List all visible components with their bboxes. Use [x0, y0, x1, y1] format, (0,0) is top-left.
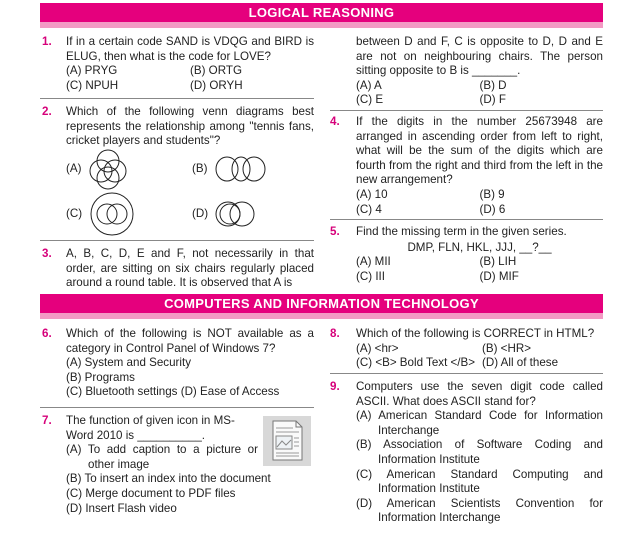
- divider: [40, 407, 314, 408]
- section-header-logical-reasoning: LOGICAL REASONING: [40, 3, 603, 22]
- venn-diagram-c: [88, 192, 136, 236]
- venn-diagram-b: [214, 155, 268, 183]
- question-number: 8.: [330, 327, 340, 340]
- option-c[interactable]: (C) <B> Bold Text </B>: [356, 356, 476, 370]
- option-c[interactable]: (C) American Standard Computing and Information Institute: [356, 467, 603, 496]
- divider: [330, 219, 603, 220]
- question-text: Which of the following is CORRECT in HTML?: [356, 327, 595, 340]
- question-number: 4.: [330, 115, 340, 128]
- option-d[interactable]: (D) F: [479, 93, 506, 107]
- option-b[interactable]: (B) To insert an index into the document: [66, 472, 271, 486]
- question-9: [330, 380, 603, 526]
- question-number: 7.: [42, 414, 52, 427]
- section-header-computers: COMPUTERS AND INFORMATION TECHNOLOGY: [40, 294, 603, 313]
- insert-caption-icon: [263, 416, 311, 466]
- option-d[interactable]: (D) American Scientists Convention for Information Interchange: [356, 496, 603, 525]
- question-text: The function of given icon in MS-Word 2010 is __________.: [66, 414, 235, 442]
- option-b[interactable]: (B) <HR>: [482, 341, 531, 355]
- option-b[interactable]: (B) LIH: [479, 255, 517, 269]
- option-d[interactable]: (D) MIF: [479, 269, 519, 283]
- option-d[interactable]: (D) Insert Flash video: [66, 501, 177, 515]
- section-header-strip: [40, 313, 603, 319]
- question-1: [42, 35, 314, 93]
- option-a[interactable]: (A) PRYG: [66, 64, 118, 78]
- option-b[interactable]: (B) Programs: [66, 370, 135, 384]
- option-b[interactable]: (B) Association of Software Coding and Information Institute: [356, 438, 603, 466]
- divider: [330, 110, 603, 111]
- option-a[interactable]: (A) American Standard Code for Information Interchange: [356, 409, 603, 437]
- question-number: 6.: [42, 327, 52, 340]
- question-2: [42, 105, 314, 149]
- question-text-part2: between D and F, C is opposite to D, D and E are not on neighbouring chairs. The person sitting opposite to B is _______.: [356, 35, 603, 78]
- option-c[interactable]: (C) NPUH: [66, 78, 119, 92]
- option-a[interactable]: (A) To add caption to a picture or other image: [66, 443, 258, 471]
- option-b[interactable]: (B): [192, 162, 208, 175]
- option-a[interactable]: (A) 10: [356, 187, 388, 201]
- option-c[interactable]: (C) Merge document to PDF files: [66, 486, 236, 500]
- section-header-strip: [40, 22, 603, 28]
- question-5: [330, 225, 603, 284]
- question-8: [330, 327, 603, 371]
- option-c[interactable]: (C) 4: [356, 202, 382, 216]
- question-number: 3.: [42, 247, 52, 260]
- option-c[interactable]: (C) E: [356, 93, 384, 107]
- question-3: [42, 247, 314, 291]
- question-text: Find the missing term in the given series.: [356, 225, 567, 238]
- question-3-continued: [356, 35, 603, 108]
- option-b[interactable]: (B) ORTG: [190, 64, 242, 78]
- question-6: [42, 327, 314, 400]
- question-text: If the digits in the number 25673948 are arranged in ascending order from left to right, what will be the sum of the digits which are fourth from the right and third from the left in the new arrangement?: [356, 115, 603, 187]
- question-text-part1: A, B, C, D, E and F, not necessarily in that order, are sitting on six chairs regularly placed around a round table. It is observed that A is: [66, 247, 314, 290]
- option-c[interactable]: (C) III: [356, 269, 385, 283]
- option-c-d[interactable]: (C) Bluetooth settings (D) Ease of Access: [66, 385, 280, 399]
- option-d[interactable]: (D): [192, 207, 209, 220]
- option-a[interactable]: (A) A: [356, 78, 382, 92]
- option-c[interactable]: (C): [66, 207, 83, 220]
- option-a[interactable]: (A) System and Security: [66, 356, 191, 370]
- venn-diagram-a: [88, 148, 128, 190]
- question-number: 5.: [330, 225, 340, 238]
- divider: [40, 98, 314, 99]
- question-text: Which of the following is NOT available as a category in Control Panel of Windows 7?: [66, 327, 314, 355]
- question-number: 1.: [42, 35, 52, 48]
- series: DMP, FLN, HKL, JJJ, __?__: [407, 240, 552, 254]
- option-a[interactable]: (A) MII: [356, 255, 391, 269]
- option-d[interactable]: (D) All of these: [482, 356, 559, 370]
- question-text: Computers use the seven digit code called ASCII. What does ASCII stand for?: [356, 380, 603, 408]
- option-b[interactable]: (B) 9: [479, 187, 505, 201]
- question-text: Which of the following venn diagrams best represents the relationship among "tennis fans, cricket players and students"?: [66, 105, 314, 148]
- question-text: If in a certain code SAND is VDQG and BIRD is ELUG, then what is the code for LOVE?: [66, 35, 314, 63]
- question-4: [330, 115, 603, 217]
- question-number: 9.: [330, 380, 340, 393]
- option-d[interactable]: (D) 6: [479, 202, 506, 216]
- question-number: 2.: [42, 105, 52, 118]
- option-a[interactable]: (A) <hr>: [356, 341, 399, 355]
- venn-diagram-d: [214, 200, 256, 228]
- divider: [40, 240, 314, 241]
- divider: [330, 373, 603, 374]
- option-d[interactable]: (D) ORYH: [190, 78, 243, 92]
- option-a[interactable]: (A): [66, 162, 82, 175]
- option-b[interactable]: (B) D: [479, 78, 507, 92]
